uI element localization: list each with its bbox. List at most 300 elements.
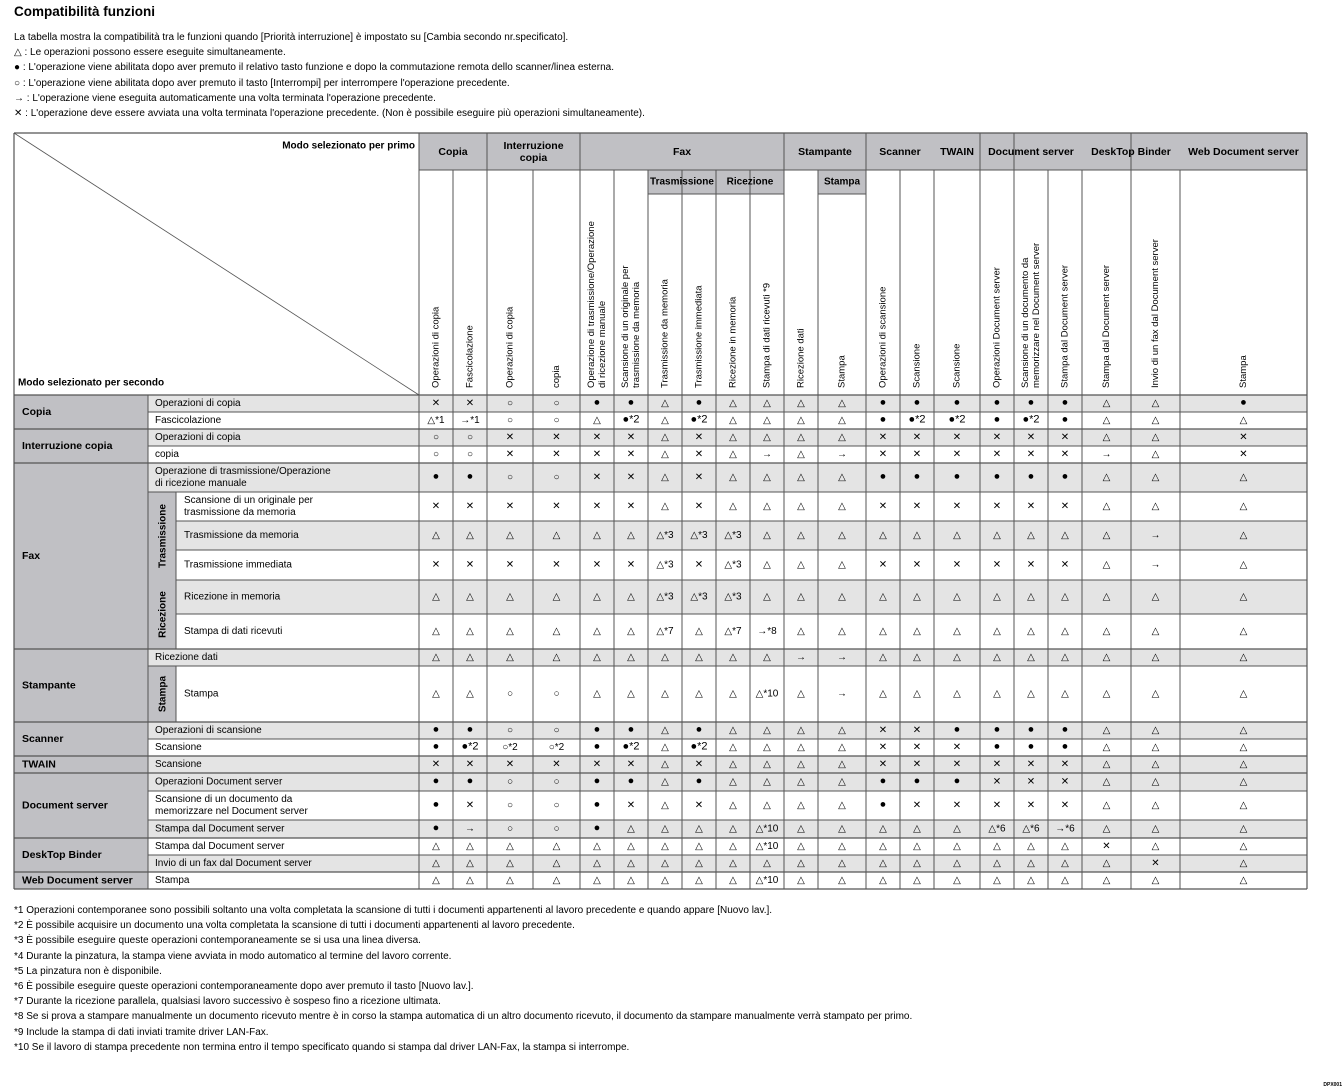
cell-value: △ <box>838 800 846 812</box>
cell-value: ✕ <box>694 759 704 771</box>
cell-value: ✕ <box>1239 449 1248 461</box>
cell-value: ✕ <box>465 501 475 513</box>
cell-value: ✕ <box>912 432 922 444</box>
cell-value: ○ <box>553 415 560 427</box>
cell-value: △ <box>1027 858 1035 870</box>
row-label: copia <box>155 449 179 461</box>
column-group-header: Scanner <box>879 145 921 158</box>
cell-value: △ <box>1102 776 1111 788</box>
row-label: Scansione <box>155 759 202 771</box>
cell-value: △ <box>1102 501 1111 513</box>
cell-value: △ <box>1102 398 1111 410</box>
row-subgroup-header: Stampa <box>157 675 169 713</box>
cell-value: ○*2 <box>548 742 565 754</box>
cell-value: △ <box>627 858 635 870</box>
cell-value: ✕ <box>626 449 636 461</box>
cell-value: △ <box>729 472 737 484</box>
cell-value: △ <box>593 841 601 853</box>
column-group-header: Interruzione <box>503 139 564 152</box>
cell-value: △ <box>838 432 846 444</box>
cell-value: △ <box>953 688 961 700</box>
cell-value: △ <box>953 591 961 603</box>
cell-value: △ <box>1027 626 1035 638</box>
cell-value: △ <box>953 626 961 638</box>
cell-value: △ <box>797 530 805 542</box>
cell-value: △ <box>593 591 601 603</box>
cell-value: △ <box>763 472 771 484</box>
cell-value: △ <box>763 742 771 754</box>
row-label: Trasmissione immediata <box>184 559 292 571</box>
column-header: copia <box>551 365 563 388</box>
cell-value: ● <box>953 396 961 409</box>
cell-value: ✕ <box>1026 501 1036 513</box>
cell-value: ✕ <box>626 800 636 812</box>
cell-value: △ <box>993 591 1001 603</box>
cell-value: ● <box>993 470 1001 483</box>
cell-value: ✕ <box>694 449 704 461</box>
cell-value: △ <box>993 626 1001 638</box>
cell-value: △ <box>838 472 846 484</box>
cell-value: ● <box>466 470 474 483</box>
cell-value: △ <box>661 688 669 700</box>
cell-value: △*7 <box>656 626 674 638</box>
cell-value: △*3 <box>656 559 674 571</box>
cell-value: △ <box>466 652 474 664</box>
cell-value: ○ <box>506 415 514 427</box>
column-header: Operazioni Document server <box>991 267 1003 388</box>
shaded-row-band <box>148 855 1307 872</box>
cell-value: △ <box>695 626 703 638</box>
cell-value: △ <box>1027 688 1035 700</box>
cell-value: ● <box>432 774 440 787</box>
cell-value: ✕ <box>1060 432 1070 444</box>
footnote: *8 Se si prova a stampare manualmente un documento ricevuto mentre è in corso la stampa automatica di un altro documento ricevuto, il documento da stampare manualmente verrà stampato per primo. <box>14 1011 913 1023</box>
shaded-row-band <box>148 429 1307 446</box>
row-group-header: Web Document server <box>22 874 133 887</box>
cell-value: ● <box>879 798 887 811</box>
cell-value: △ <box>552 858 561 870</box>
cell-value: ✕ <box>1026 776 1036 788</box>
cell-value: △ <box>1102 688 1111 700</box>
cell-value: △ <box>729 841 737 853</box>
shaded-row-band <box>148 820 1307 838</box>
cell-value: ✕ <box>694 472 704 484</box>
cell-value: ● <box>1027 740 1035 753</box>
row-label: Operazioni di copia <box>155 398 241 410</box>
cell-value: △ <box>593 415 601 427</box>
cell-value: △ <box>593 688 601 700</box>
cell-value: ● <box>1061 396 1069 409</box>
cell-value: △ <box>552 530 561 542</box>
footnotes <box>14 903 912 1055</box>
cell-value: ✕ <box>694 800 704 812</box>
row-label: Scansione di un documento da <box>155 794 293 806</box>
column-header: Stampa di dati ricevuti *9 <box>761 282 773 388</box>
cell-value: ✕ <box>878 759 888 771</box>
cell-value: ✕ <box>1026 800 1036 812</box>
cell-value: △ <box>1027 841 1035 853</box>
shaded-row-band <box>148 773 1307 791</box>
cell-value: △ <box>627 591 635 603</box>
row-label: Invio di un fax dal Document server <box>155 858 312 870</box>
cell-value: ● <box>432 740 440 753</box>
cell-value: ● <box>953 723 961 736</box>
cell-value: △ <box>763 559 771 571</box>
cell-value: ✕ <box>912 559 922 571</box>
cell-value: △ <box>466 875 474 887</box>
cell-value: △ <box>1151 725 1160 737</box>
cell-value: △ <box>661 725 669 737</box>
cell-value: → <box>762 449 772 461</box>
cell-value: ✕ <box>878 559 888 571</box>
cell-value: △ <box>432 626 440 638</box>
cell-value: △ <box>1151 759 1160 771</box>
cell-value: △ <box>1239 841 1248 853</box>
cell-value: △ <box>1061 688 1069 700</box>
cell-value: △ <box>1061 841 1069 853</box>
legend-circle: ○ : L'operazione viene abilitata dopo aver premuto il tasto [Interrompi] per interrompere l'operazione precedente. <box>14 77 510 89</box>
cell-value: ✕ <box>465 759 475 771</box>
cell-value: △ <box>1151 449 1160 461</box>
column-group-header: Web Document server <box>1188 145 1299 158</box>
cell-value: ✕ <box>912 800 922 812</box>
cell-value: ✕ <box>592 559 602 571</box>
cell-value: ○ <box>553 472 560 484</box>
cell-value: ✕ <box>952 742 962 754</box>
cell-value: ✕ <box>878 725 888 737</box>
column-header: Stampa dal Document server <box>1101 264 1113 388</box>
cell-value: △ <box>552 652 561 664</box>
cell-value: △ <box>552 875 561 887</box>
cell-value: △ <box>953 841 961 853</box>
cell-value: △ <box>797 875 805 887</box>
cell-value: △ <box>1102 759 1111 771</box>
corner-label-bottom: Modo selezionato per secondo <box>18 377 165 389</box>
cell-value: △ <box>797 841 805 853</box>
cell-value: ○ <box>506 398 514 410</box>
cell-value: ● <box>695 723 703 736</box>
cell-value: △ <box>1239 591 1248 603</box>
cell-value: ○ <box>506 823 514 835</box>
cell-value: ● <box>1027 396 1035 409</box>
cell-value: △ <box>1027 530 1035 542</box>
cell-value: △ <box>506 530 514 542</box>
cell-value: ✕ <box>1060 559 1070 571</box>
column-header: Operazione di trasmissione/Operazione <box>586 221 598 388</box>
cell-value: → <box>465 823 475 835</box>
cell-value: △ <box>1102 626 1111 638</box>
cell-value: △ <box>838 725 846 737</box>
column-subgroup-header: Trasmissione <box>650 176 714 188</box>
cell-value: ● <box>1061 723 1069 736</box>
footnote: *10 Se il lavoro di stampa precedente non termina entro il tempo specificato quando si stampa dal driver LAN-Fax, la stampa si interrompe. <box>14 1041 630 1053</box>
cell-value: ○ <box>553 823 560 835</box>
cell-value: △ <box>661 823 669 835</box>
cell-value: △ <box>993 652 1001 664</box>
cell-value: ● <box>1240 396 1247 409</box>
cell-value: ● <box>1027 470 1035 483</box>
cell-value: △ <box>1027 591 1035 603</box>
cell-value: △ <box>1151 626 1160 638</box>
cell-value: △ <box>763 501 771 513</box>
cell-value: ●*2 <box>1022 413 1040 426</box>
cell-value: △ <box>1239 823 1248 835</box>
row-label: Operazione di trasmissione/Operazione <box>155 466 331 478</box>
cell-value: ✕ <box>626 472 636 484</box>
cell-value: ●*2 <box>690 740 708 753</box>
cell-value: △ <box>763 776 771 788</box>
cell-value: ● <box>627 774 635 787</box>
cell-value: △ <box>729 742 737 754</box>
cell-value: △ <box>838 415 846 427</box>
cell-value: △*6 <box>1022 823 1040 835</box>
cell-value: ○ <box>553 688 560 700</box>
cell-value: → <box>837 688 847 700</box>
cell-value: ✕ <box>878 449 888 461</box>
cell-value: △*10 <box>755 688 779 700</box>
cell-value: △ <box>797 823 805 835</box>
cell-value: ✕ <box>912 449 922 461</box>
cell-value: △ <box>1239 501 1248 513</box>
column-header: Invio di un fax dal Document server <box>1150 239 1162 388</box>
cell-value: △ <box>838 398 846 410</box>
cell-value: △ <box>953 530 961 542</box>
cell-value: △ <box>953 875 961 887</box>
column-header: Trasmissione immediata <box>693 285 705 388</box>
cell-value: △ <box>1239 652 1248 664</box>
cell-value: ✕ <box>1239 432 1248 444</box>
corner-label-top: Modo selezionato per primo <box>282 140 415 152</box>
cell-value: △ <box>1239 742 1248 754</box>
column-subgroup-header: Ricezione <box>726 176 774 188</box>
cell-value: ●*2 <box>622 740 640 753</box>
cell-value: △ <box>729 759 737 771</box>
row-label: Stampa <box>155 875 190 887</box>
column-group-header: DeskTop Binder <box>1091 145 1171 158</box>
footnote: *2 È possibile acquisire un documento una volta completata la scansione di tutti i documenti appartenenti al lavoro precedente. <box>14 920 575 932</box>
column-header: trasmissione da memoria <box>631 281 643 388</box>
cell-value: △ <box>432 652 440 664</box>
cell-value: △ <box>763 415 771 427</box>
cell-value: △ <box>432 841 440 853</box>
cell-value: △ <box>661 432 669 444</box>
cell-value: ✕ <box>465 398 475 410</box>
cell-value: ●*2 <box>948 413 966 426</box>
cell-value: △ <box>695 652 703 664</box>
cell-value: ✕ <box>505 449 515 461</box>
cell-value: ● <box>466 723 474 736</box>
cell-value: △ <box>1061 591 1069 603</box>
cell-value: △ <box>1102 858 1111 870</box>
cell-value: △ <box>913 858 921 870</box>
legend-triangle: △ : Le operazioni possono essere eseguite simultaneamente. <box>14 47 286 59</box>
cell-value: △ <box>466 841 474 853</box>
cell-value: △ <box>1027 652 1035 664</box>
cell-value: △ <box>1102 432 1111 444</box>
cell-value: △ <box>729 432 737 444</box>
cell-value: ✕ <box>878 501 888 513</box>
legend-dot: ● : L'operazione viene abilitata dopo aver premuto il relativo tasto funzione e dopo la commutazione remota dello scanner/linea esterna. <box>14 62 614 74</box>
cell-value: △ <box>1102 725 1111 737</box>
cell-value: ✕ <box>694 501 704 513</box>
footnote: *4 Durante la pinzatura, la stampa viene avviata in modo automatico al termine del lavoro corrente. <box>14 950 452 962</box>
cell-value: △ <box>763 858 771 870</box>
cell-value: △ <box>838 591 846 603</box>
intro-text: La tabella mostra la compatibilità tra le funzioni quando [Priorità interruzione] è impostato su [Cambia secondo nr.specificato]. <box>14 32 569 43</box>
cell-value: △ <box>1239 776 1248 788</box>
cell-value: ✕ <box>552 432 561 444</box>
cell-value: ✕ <box>952 559 962 571</box>
cell-value: ✕ <box>1060 501 1070 513</box>
cell-value: ✕ <box>912 501 922 513</box>
cell-value: ✕ <box>626 501 636 513</box>
cell-value: ✕ <box>992 559 1002 571</box>
row-group-header: Document server <box>22 799 108 812</box>
cell-value: △ <box>1239 530 1248 542</box>
cell-value: △ <box>661 398 669 410</box>
row-label: Scansione di un originale per <box>184 495 313 507</box>
cell-value: ✕ <box>465 559 475 571</box>
cell-value: △ <box>506 875 514 887</box>
cell-value: ● <box>953 774 961 787</box>
cell-value: △ <box>627 530 635 542</box>
cell-value: △ <box>661 759 669 771</box>
cell-value: ✕ <box>1026 432 1036 444</box>
cell-value: ✕ <box>1102 841 1111 853</box>
cell-value: △ <box>1239 626 1248 638</box>
cell-value: ○*2 <box>502 742 518 754</box>
column-header: di ricezione manuale <box>597 300 609 388</box>
cell-value: ● <box>593 396 601 409</box>
cell-value: △ <box>695 823 703 835</box>
cell-value: ✕ <box>992 800 1002 812</box>
cell-value: △ <box>506 626 514 638</box>
cell-value: △ <box>729 652 737 664</box>
cell-value: ● <box>1027 723 1035 736</box>
cell-value: △ <box>1102 591 1111 603</box>
cell-value: ● <box>627 396 635 409</box>
cell-value: ● <box>627 723 635 736</box>
cell-value: △*3 <box>724 591 742 603</box>
legend-arrow: → : L'operazione viene eseguita automaticamente una volta terminata l'operazione precedente. <box>14 92 436 104</box>
cell-value: △ <box>661 449 669 461</box>
cell-value: △ <box>627 652 635 664</box>
cell-value: ✕ <box>992 759 1002 771</box>
cell-value: △ <box>993 841 1001 853</box>
row-label: Operazioni Document server <box>155 776 283 788</box>
cell-value: ●*2 <box>461 740 479 753</box>
cell-value: △ <box>466 858 474 870</box>
row-label: Fascicolazione <box>155 415 222 427</box>
cell-value: △ <box>466 591 474 603</box>
cell-value: △ <box>695 841 703 853</box>
cell-value: △ <box>1027 875 1035 887</box>
cell-value: △ <box>1151 432 1160 444</box>
row-subgroup-header: Ricezione <box>157 591 169 638</box>
cell-value: ● <box>432 798 440 811</box>
cell-value: △ <box>627 875 635 887</box>
cell-value: △*10 <box>755 841 779 853</box>
cell-value: △ <box>993 530 1001 542</box>
cell-value: △ <box>838 759 846 771</box>
cell-value: ○ <box>506 776 514 788</box>
row-label: memorizzare nel Document server <box>155 806 308 818</box>
cell-value: △ <box>1102 875 1111 887</box>
cell-value: ● <box>913 396 921 409</box>
cell-value: △ <box>953 823 961 835</box>
footnote: *6 È possibile eseguire queste operazioni contemporaneamente dopo aver premuto il tasto [Nuovo lav.]. <box>14 981 474 993</box>
cell-value: ● <box>593 821 601 834</box>
cell-value: ✕ <box>592 449 602 461</box>
column-header: Stampa dal Document server <box>1059 264 1071 388</box>
cell-value: △ <box>1239 875 1248 887</box>
cell-value: △ <box>1061 626 1069 638</box>
cell-value: △*3 <box>690 591 708 603</box>
cell-value: △ <box>1151 652 1160 664</box>
cell-value: ● <box>593 723 601 736</box>
row-label: Stampa dal Document server <box>155 823 285 835</box>
cell-value: ● <box>593 740 601 753</box>
cell-value: △ <box>1151 800 1160 812</box>
cell-value: △ <box>1151 688 1160 700</box>
cell-value: △ <box>661 875 669 887</box>
cell-value: ✕ <box>592 759 602 771</box>
cell-value: △ <box>1239 472 1248 484</box>
cell-value: △ <box>627 688 635 700</box>
cell-value: ● <box>913 774 921 787</box>
row-group-header: Stampante <box>22 679 76 692</box>
cell-value: △*3 <box>656 530 674 542</box>
cell-value: △ <box>838 501 846 513</box>
cell-value: ✕ <box>431 501 441 513</box>
cell-value: ✕ <box>1060 776 1070 788</box>
cell-value: ✕ <box>1060 449 1070 461</box>
cell-value: ✕ <box>592 472 602 484</box>
cell-value: △ <box>879 823 887 835</box>
cell-value: △ <box>838 875 846 887</box>
cell-value: △ <box>1102 800 1111 812</box>
cell-value: △ <box>506 841 514 853</box>
cell-value: → <box>837 652 847 664</box>
cell-value: ● <box>432 723 440 736</box>
cell-value: ● <box>466 774 474 787</box>
column-group-header: Document server <box>988 145 1074 158</box>
cell-value: ✕ <box>952 501 962 513</box>
cell-value: ✕ <box>952 449 962 461</box>
cell-value: △ <box>913 823 921 835</box>
cell-value: ○ <box>466 432 474 444</box>
cell-value: △ <box>763 432 771 444</box>
cell-value: △ <box>1239 858 1248 870</box>
cell-value: △ <box>593 626 601 638</box>
cell-value: △ <box>729 688 737 700</box>
cell-value: ● <box>432 821 440 834</box>
cell-value: →*6 <box>1055 823 1075 835</box>
cell-value: △ <box>1239 559 1248 571</box>
cell-value: ✕ <box>992 432 1002 444</box>
cell-value: △ <box>797 559 805 571</box>
cell-value: △ <box>1151 591 1160 603</box>
cell-value: △ <box>797 725 805 737</box>
cell-value: △ <box>1061 652 1069 664</box>
row-label: Stampa <box>184 688 219 700</box>
cell-value: △ <box>432 858 440 870</box>
cell-value: △ <box>466 530 474 542</box>
cell-value: ✕ <box>626 759 636 771</box>
cell-value: △ <box>838 626 846 638</box>
shaded-row-band <box>148 395 1307 412</box>
cell-value: △ <box>879 841 887 853</box>
